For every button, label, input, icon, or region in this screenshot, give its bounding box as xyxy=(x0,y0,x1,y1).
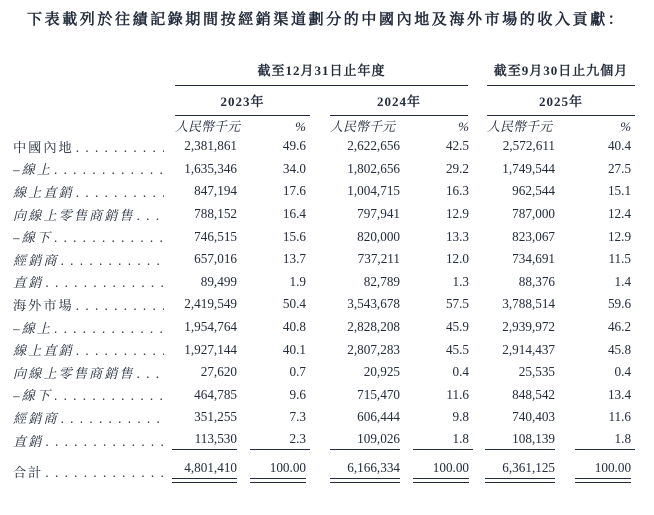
year-header-cell xyxy=(310,86,473,116)
table-row xyxy=(13,225,635,248)
percent-cell-2024: 100.00 xyxy=(400,451,473,484)
value-cell-2024: 797,941 xyxy=(357,206,400,222)
unit-header-row xyxy=(13,116,635,135)
row-label: 線上直銷 xyxy=(13,343,74,359)
revenue-by-channel-table xyxy=(13,58,635,484)
value-cell-2025: 823,067 xyxy=(512,228,556,244)
value-cell-2025: 6,361,125 xyxy=(473,451,555,484)
percent-cell-2025: 12.4 xyxy=(607,206,632,222)
row-label-cell xyxy=(13,293,170,316)
percent-cell-2024: 11.6 xyxy=(446,386,470,402)
value-cell-2023: 113,530 xyxy=(170,429,237,452)
row-label: 向線上零售商銷售 xyxy=(13,365,135,381)
value-cell-2024: 109,026 xyxy=(310,429,400,452)
value-cell-2023: 4,801,410 xyxy=(170,451,237,484)
leader-dots xyxy=(45,465,164,481)
year-header: 2023年 xyxy=(175,91,310,116)
row-label: 中國內地 xyxy=(13,139,74,155)
leader-dots xyxy=(76,343,164,359)
value-cell-2023: 1,635,346 xyxy=(184,160,237,176)
header-spacer xyxy=(13,58,170,86)
value-cell-2025: 2,939,972 xyxy=(502,319,556,335)
table-row xyxy=(13,248,635,271)
leader-dots xyxy=(76,185,164,201)
row-label-cell xyxy=(13,384,170,407)
col-group-header-cell xyxy=(170,58,473,86)
percent-cell-2025: 1.8 xyxy=(555,429,635,452)
leader-dots xyxy=(54,388,164,404)
table-row xyxy=(13,180,635,203)
leader-dots xyxy=(137,366,165,382)
unit-header: 人民幣千元 xyxy=(330,119,396,134)
percent-cell-2023: 15.6 xyxy=(282,228,306,244)
percent-header: % xyxy=(620,119,632,134)
year-header-cell xyxy=(170,86,310,116)
percent-cell-2025: 100.00 xyxy=(555,451,635,484)
value-cell-2024: 20,925 xyxy=(363,364,400,380)
leader-dots xyxy=(61,411,164,427)
percent-cell-2024: 45.5 xyxy=(445,341,470,357)
percent-cell-2024: 12.9 xyxy=(445,206,470,222)
value-cell-2024: 606,444 xyxy=(357,409,400,425)
percent-cell-2024: 29.2 xyxy=(445,160,470,176)
value-cell-2024: 2,807,283 xyxy=(347,341,400,357)
percent-cell-2023: 7.3 xyxy=(289,409,306,425)
value-cell-2025: 108,139 xyxy=(473,429,555,452)
percent-cell-2024: 16.3 xyxy=(445,183,470,199)
table-caption: 下表載列於往績記錄期間按經銷渠道劃分的中國內地及海外市場的收入貢獻： xyxy=(27,12,626,28)
leader-dots xyxy=(137,208,165,224)
value-cell-2023: 1,927,144 xyxy=(184,341,237,357)
value-cell-2024: 820,000 xyxy=(357,228,400,244)
value-cell-2023: 847,194 xyxy=(194,183,237,199)
row-label: 向線上零售商銷售 xyxy=(13,207,135,223)
row-label: –線下 xyxy=(13,388,52,404)
leader-dots xyxy=(54,230,164,246)
percent-cell-2023: 1.9 xyxy=(289,273,306,289)
row-label: –線下 xyxy=(13,230,52,246)
table-row xyxy=(13,203,635,226)
value-cell-2025: 2,914,437 xyxy=(502,341,556,357)
table-row xyxy=(13,429,635,452)
percent-cell-2023: 49.6 xyxy=(282,138,306,154)
percent-cell-2025: 0.4 xyxy=(614,364,632,380)
percent-cell-2024: 45.9 xyxy=(445,319,470,335)
percent-cell-2024: 9.8 xyxy=(452,409,470,425)
year-header-row xyxy=(13,86,635,116)
col-group-header: 截至9月30日止九個月 xyxy=(487,58,635,86)
row-label-cell xyxy=(13,338,170,361)
table-row xyxy=(13,271,635,294)
percent-cell-2025: 46.2 xyxy=(607,319,632,335)
leader-dots xyxy=(61,253,164,269)
value-cell-2023: 2,419,549 xyxy=(184,296,237,312)
value-cell-2025: 25,535 xyxy=(518,364,556,380)
value-cell-2025: 740,403 xyxy=(512,409,556,425)
percent-header: % xyxy=(295,119,306,134)
value-cell-2024: 1,802,656 xyxy=(347,160,400,176)
percent-cell-2023: 34.0 xyxy=(282,160,306,176)
row-label: 合計 xyxy=(13,464,44,480)
row-label: 經銷商 xyxy=(13,252,59,268)
percent-cell-2025: 11.5 xyxy=(608,251,632,267)
unit-header: 人民幣千元 xyxy=(487,119,553,134)
percent-cell-2023: 0.7 xyxy=(289,364,306,380)
percent-cell-2024: 57.5 xyxy=(445,296,470,312)
table-row xyxy=(13,406,635,429)
table-row xyxy=(13,451,635,484)
percent-cell-2023: 16.4 xyxy=(282,206,306,222)
row-label-cell xyxy=(13,316,170,339)
percent-cell-2023: 50.4 xyxy=(282,296,306,312)
value-cell-2025: 3,788,514 xyxy=(502,296,556,312)
leader-dots xyxy=(45,434,164,450)
percent-cell-2025: 59.6 xyxy=(607,296,632,312)
value-cell-2024: 737,211 xyxy=(357,251,400,267)
value-cell-2023: 27,620 xyxy=(200,364,237,380)
value-cell-2024: 6,166,334 xyxy=(310,451,400,484)
row-label: –線上 xyxy=(13,320,52,336)
percent-cell-2023: 9.6 xyxy=(289,386,306,402)
percent-cell-2025: 40.4 xyxy=(607,138,632,154)
percent-cell-2023: 40.1 xyxy=(282,341,306,357)
value-cell-2023: 2,381,861 xyxy=(184,138,237,154)
unit-header: 人民幣千元 xyxy=(175,119,241,134)
table-row xyxy=(13,384,635,407)
percent-cell-2025: 15.1 xyxy=(607,183,632,199)
percent-header: % xyxy=(458,119,470,134)
value-cell-2025: 787,000 xyxy=(512,206,556,222)
row-label-cell xyxy=(13,135,170,158)
percent-cell-2025: 27.5 xyxy=(607,160,632,176)
value-cell-2024: 715,470 xyxy=(357,386,400,402)
row-label-cell xyxy=(13,180,170,203)
leader-dots xyxy=(76,140,164,156)
row-label-cell xyxy=(13,361,170,384)
table-body xyxy=(13,135,635,484)
col-group-header: 截至12月31日止年度 xyxy=(175,58,468,86)
year-header: 2025年 xyxy=(487,91,635,116)
row-label-cell xyxy=(13,225,170,248)
table-row xyxy=(13,316,635,339)
percent-cell-2025: 13.4 xyxy=(607,386,632,402)
percent-cell-2023: 13.7 xyxy=(282,251,306,267)
value-cell-2023: 351,255 xyxy=(194,409,237,425)
year-header-cell xyxy=(473,86,635,116)
value-cell-2023: 464,785 xyxy=(194,386,237,402)
percent-cell-2023: 100.00 xyxy=(237,451,310,484)
header-spacer xyxy=(13,116,170,135)
row-label-cell xyxy=(13,429,170,452)
row-label: 直銷 xyxy=(13,275,44,291)
percent-cell-2023: 17.6 xyxy=(282,183,306,199)
value-cell-2025: 962,544 xyxy=(512,183,556,199)
table-header xyxy=(13,58,635,135)
value-cell-2025: 2,572,611 xyxy=(502,138,556,154)
value-cell-2024: 82,789 xyxy=(363,273,400,289)
value-cell-2025: 848,542 xyxy=(512,386,556,402)
table-row xyxy=(13,135,635,158)
leader-dots xyxy=(54,321,164,337)
year-header: 2024年 xyxy=(330,91,468,116)
col-group-header-cell xyxy=(473,58,635,86)
percent-cell-2024: 12.0 xyxy=(445,251,470,267)
percent-cell-2024: 42.5 xyxy=(445,138,470,154)
table-row xyxy=(13,361,635,384)
leader-dots xyxy=(45,275,164,291)
leader-dots xyxy=(54,162,164,178)
row-label: 線上直銷 xyxy=(13,184,74,200)
percent-cell-2024: 0.4 xyxy=(452,364,470,380)
row-label-cell xyxy=(13,158,170,181)
value-cell-2023: 657,016 xyxy=(194,251,237,267)
value-cell-2025: 88,376 xyxy=(518,273,556,289)
period-header-row xyxy=(13,58,635,86)
table-row xyxy=(13,293,635,316)
percent-cell-2024: 13.3 xyxy=(445,228,470,244)
value-cell-2024: 1,004,715 xyxy=(347,183,400,199)
row-label: 直銷 xyxy=(13,433,44,449)
header-spacer xyxy=(13,86,170,116)
percent-cell-2025: 11.6 xyxy=(608,409,632,425)
row-label: 經銷商 xyxy=(13,410,59,426)
row-label-cell xyxy=(13,406,170,429)
value-cell-2023: 746,515 xyxy=(194,228,237,244)
value-cell-2023: 1,954,764 xyxy=(184,319,237,335)
table-row xyxy=(13,338,635,361)
leader-dots xyxy=(76,298,164,314)
row-label-cell xyxy=(13,248,170,271)
value-cell-2023: 89,499 xyxy=(200,273,237,289)
percent-cell-2024: 1.8 xyxy=(400,429,473,452)
percent-cell-2025: 45.8 xyxy=(607,341,632,357)
row-label-cell xyxy=(13,451,170,484)
value-cell-2023: 788,152 xyxy=(194,206,237,222)
value-cell-2024: 2,622,656 xyxy=(347,138,400,154)
row-label: 海外市場 xyxy=(13,297,74,313)
percent-cell-2023: 40.8 xyxy=(282,319,306,335)
value-cell-2024: 2,828,208 xyxy=(347,319,400,335)
percent-cell-2025: 12.9 xyxy=(607,228,632,244)
value-cell-2024: 3,543,678 xyxy=(347,296,400,312)
value-cell-2025: 734,691 xyxy=(512,251,556,267)
row-label-cell xyxy=(13,271,170,294)
row-label-cell xyxy=(13,203,170,226)
table-row xyxy=(13,158,635,181)
percent-cell-2024: 1.3 xyxy=(452,273,470,289)
value-cell-2025: 1,749,544 xyxy=(502,160,556,176)
percent-cell-2023: 2.3 xyxy=(237,429,310,452)
percent-cell-2025: 1.4 xyxy=(614,273,632,289)
row-label: –線上 xyxy=(13,162,52,178)
